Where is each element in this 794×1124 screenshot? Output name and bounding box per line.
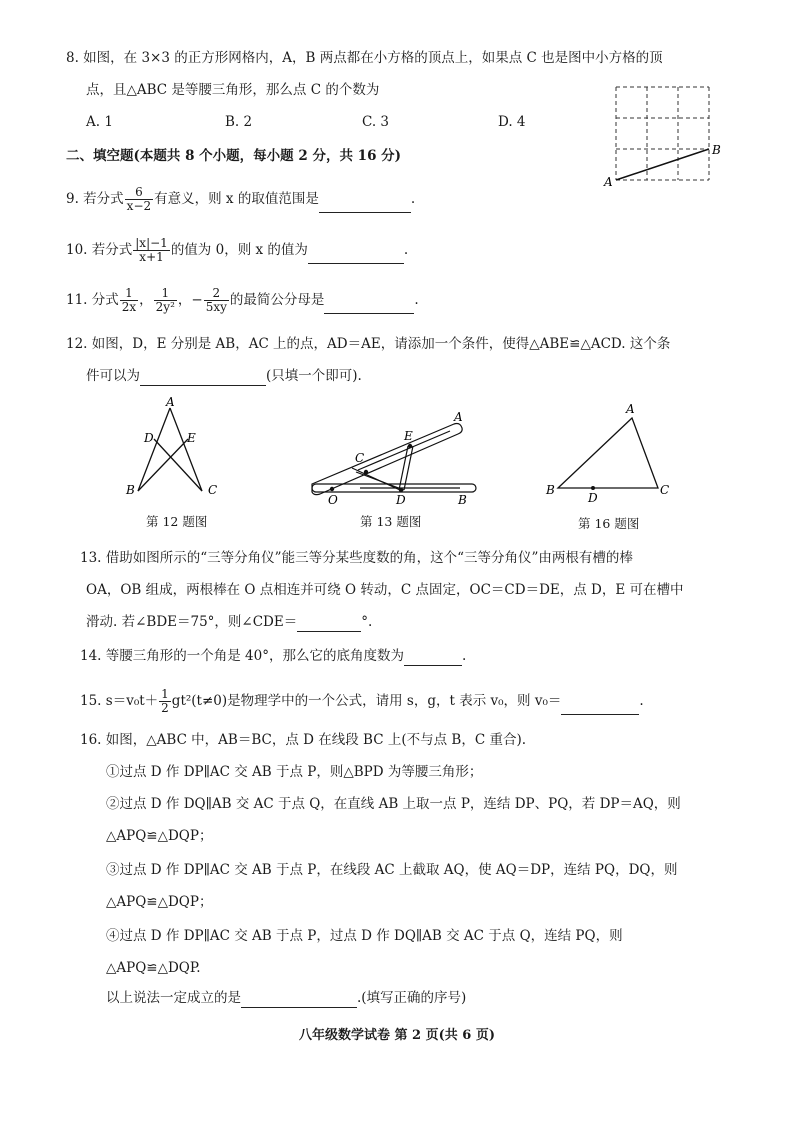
- q9-denominator: x−2: [126, 199, 152, 213]
- q10-suffix: 的值为 0，则 x 的值为: [170, 242, 308, 258]
- q11-end: .: [414, 292, 419, 308]
- q13-line2: OA，OB 组成，两根棒在 O 点相连并可绕 O 转动，C 点固定，OC＝CD＝DE，点 D，E 可在槽中: [86, 582, 684, 598]
- q12-line2-suffix: (只填一个即可).: [266, 368, 362, 384]
- q10: [66, 237, 408, 264]
- q11-answer-blank[interactable]: [324, 297, 414, 314]
- q16-final-prefix: 以上说法一定成立的是: [106, 990, 241, 1006]
- q11-f1-numerator: 1: [120, 287, 138, 301]
- q16-stem: 16. 如图，△ABC 中，AB＝BC，点 D 在线段 BC 上(不与点 B，C 重合).: [80, 732, 527, 748]
- fig13-label-a: A: [454, 410, 463, 424]
- q16-statement-3a: ③过点 D 作 DP∥AC 交 AB 于点 P，在线段 AC 上截取 AQ，使 AQ＝DP，连结 PQ，DQ，则: [106, 862, 678, 878]
- q8-option-c: C. 3: [362, 114, 390, 130]
- q8-option-b: B. 2: [225, 114, 253, 130]
- q14-answer-blank[interactable]: [404, 649, 462, 666]
- q11-f3-denominator: 5xy: [205, 300, 227, 314]
- q11-f2-denominator: 2y²: [155, 300, 175, 314]
- fig12-label-a: A: [166, 396, 175, 409]
- q15-middle: gt²(t≠0)是物理学中的一个公式，请用 s，g，t 表示 v₀，则 v₀＝: [171, 693, 562, 709]
- q13-line1: 13. 借助如图所示的“三等分角仪”能三等分某些度数的角，这个“三等分角仪”由两根有槽的棒: [80, 550, 633, 566]
- q16-statement-4a: ④过点 D 作 DP∥AC 交 AB 于点 P，过点 D 作 DQ∥AB 交 AC 于点 Q，连结 PQ，则: [106, 928, 623, 944]
- q8-label-b: B: [712, 143, 721, 157]
- q11-fraction-1: [120, 287, 138, 314]
- q9-answer-blank[interactable]: [319, 196, 411, 213]
- q8-option-a: A. 1: [86, 114, 113, 130]
- q12-line1: 12. 如图，D，E 分别是 AB，AC 上的点，AD＝AE，请添加一个条件，使得△ABE≌△ACD. 这个条: [66, 336, 671, 352]
- q8-label-a: A: [604, 175, 613, 189]
- fig16-label-d: D: [588, 491, 598, 504]
- q16-statement-4b: △APQ≌△DQP.: [106, 960, 201, 976]
- fig16-label-a: A: [626, 402, 635, 416]
- q11-fraction-2: [154, 287, 177, 314]
- q12-line2: [86, 366, 362, 386]
- q11-f2-numerator: 1: [154, 287, 177, 301]
- figure-16: [540, 398, 680, 504]
- fig13-label-c: C: [355, 451, 365, 465]
- q16-statement-3b: △APQ≌△DQP；: [106, 894, 213, 910]
- q15-prefix: 15. s＝v₀t＋: [80, 693, 159, 709]
- q10-end: .: [403, 242, 409, 258]
- q11-fraction-3: [204, 287, 229, 314]
- q11-separator-1: ，: [139, 292, 153, 308]
- fig12-label-c: C: [208, 483, 218, 497]
- fig13-label-e: E: [404, 429, 413, 443]
- fig16-label-b: B: [546, 483, 555, 497]
- q14-end: .: [461, 648, 467, 664]
- q16-statement-1: ①过点 D 作 DP∥AC 交 AB 于点 P，则△BPD 为等腰三角形；: [106, 764, 483, 780]
- q16-answer-blank[interactable]: [241, 991, 357, 1008]
- q11-f1-denominator: 2x: [121, 300, 137, 314]
- q16-statement-2b: △APQ≌△DQP；: [106, 828, 213, 844]
- fig12-label-b: B: [126, 483, 135, 497]
- fig16-caption: 第 16 题图: [578, 516, 640, 531]
- q15-denominator: 2: [161, 701, 169, 715]
- q8-line2: 点，且△ABC 是等腰三角形，那么点 C 的个数为: [86, 82, 380, 98]
- q14: [80, 646, 466, 666]
- fig13-label-b: B: [458, 493, 467, 507]
- q10-answer-blank[interactable]: [308, 247, 404, 264]
- q15-end: .: [639, 693, 644, 709]
- q8-line1: 8. 如图，在 3×3 的正方形网格内，A，B 两点都在小方格的顶点上，如果点 C 也是图中小方格的顶: [66, 50, 663, 66]
- q10-denominator: x+1: [139, 250, 164, 264]
- q11-separator-2: ，−: [177, 292, 203, 308]
- q9-numerator: 6: [125, 186, 153, 200]
- q11: [66, 287, 419, 314]
- q8-option-d: D. 4: [498, 114, 526, 130]
- q11-suffix: 的最简公分母是: [229, 292, 325, 308]
- q11-f3-numerator: 2: [204, 287, 229, 301]
- figure-13: [300, 404, 490, 508]
- q9-fraction: [125, 186, 153, 213]
- q12-line2-prefix: 件可以为: [86, 368, 140, 384]
- q12-answer-blank[interactable]: [140, 369, 266, 386]
- q9-suffix: 有意义，则 x 的取值范围是: [154, 191, 319, 207]
- fig12-caption: 第 12 题图: [146, 514, 208, 529]
- fig13-label-o: O: [328, 493, 338, 507]
- q14-prefix: 14. 等腰三角形的一个角是 40°，那么它的底角度数为: [80, 648, 404, 664]
- fig13-label-d: D: [396, 493, 406, 507]
- section-title: 二、填空题(本题共 8 个小题，每小题 2 分，共 16 分): [66, 148, 402, 164]
- fig12-label-e: E: [187, 431, 196, 445]
- page-footer: 八年级数学试卷 第 2 页(共 6 页): [298, 1028, 496, 1043]
- q16-statement-2a: ②过点 D 作 DQ∥AB 交 AC 于点 Q，在直线 AB 上取一点 P，连结 DP、PQ，若 DP＝AQ，则: [106, 796, 681, 812]
- q13-line3: [86, 612, 372, 632]
- q15-numerator: 1: [161, 687, 169, 701]
- q9: [66, 186, 415, 213]
- q9-prefix: 9. 若分式: [66, 191, 124, 207]
- q13-answer-blank[interactable]: [297, 615, 361, 632]
- q15-fraction: [159, 688, 171, 715]
- q9-end: .: [410, 191, 416, 207]
- q10-numerator: |x|−1: [135, 236, 168, 250]
- q10-fraction: [133, 237, 170, 264]
- q11-prefix: 11. 分式: [66, 292, 119, 308]
- q13-line3-prefix: 滑动. 若∠BDE＝75°，则∠CDE＝: [86, 614, 298, 630]
- fig16-label-c: C: [660, 483, 670, 497]
- q16-final: [106, 988, 466, 1008]
- fig13-caption: 第 13 题图: [360, 514, 422, 529]
- q13-line3-suffix: °.: [361, 614, 373, 630]
- q8-grid-figure: [600, 82, 725, 192]
- q15: [80, 688, 644, 715]
- figure-12: [120, 396, 230, 506]
- q15-answer-blank[interactable]: [561, 698, 639, 715]
- q16-final-suffix: .(填写正确的序号): [357, 990, 467, 1006]
- q10-prefix: 10. 若分式: [66, 242, 133, 258]
- fig12-label-d: D: [144, 431, 154, 445]
